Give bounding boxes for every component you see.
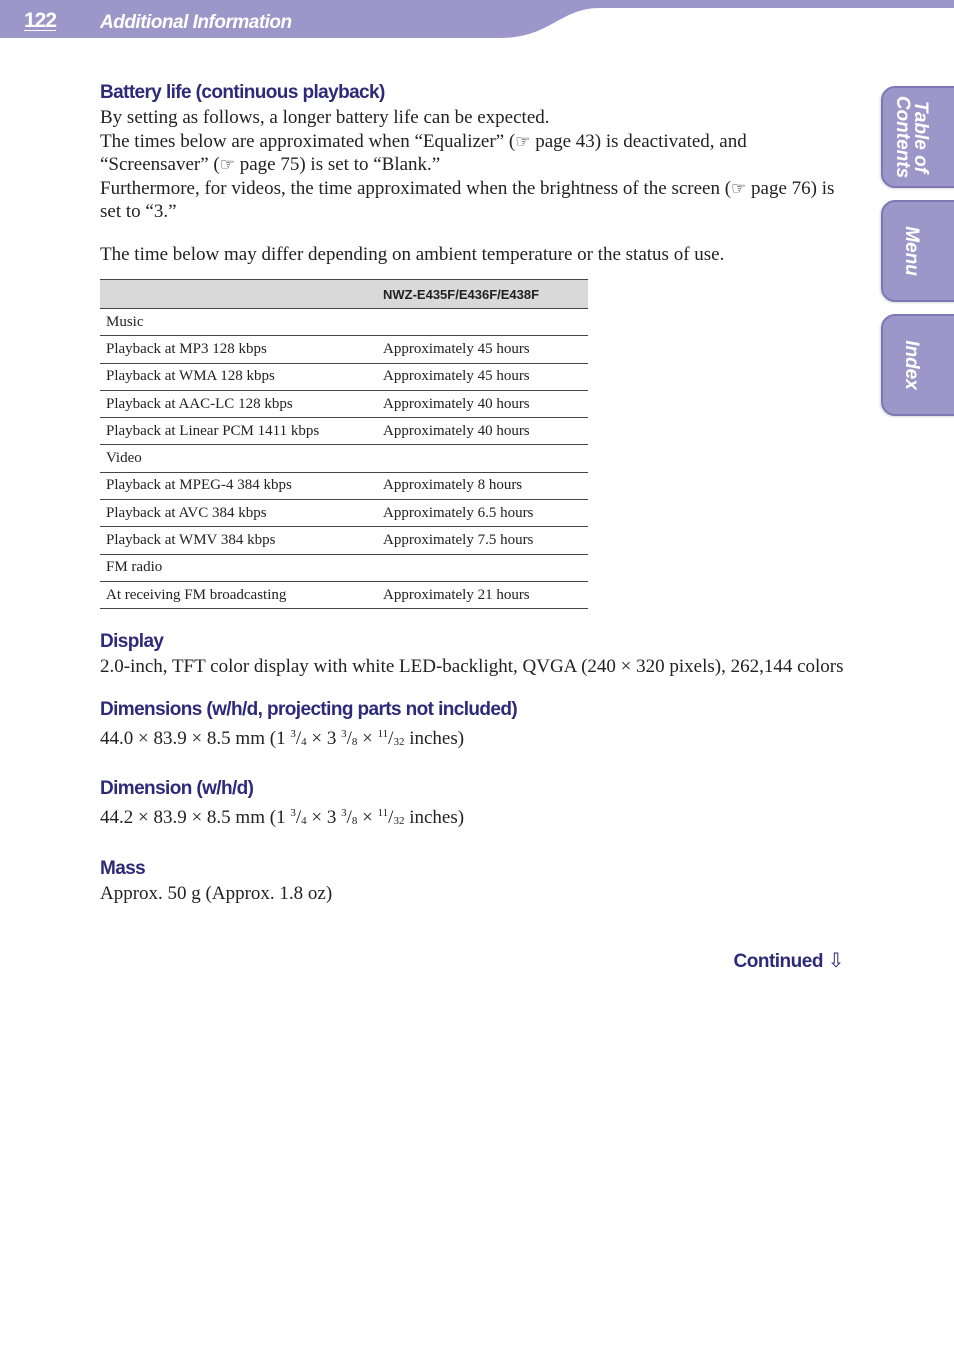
row-value [377,309,588,336]
reference-icon: ☞ [515,131,531,151]
row-value: Approximately 45 hours [377,336,588,363]
dimensions-heading: Dimensions (w/h/d, projecting parts not included) [100,698,518,720]
row-value: Approximately 40 hours [377,418,588,445]
page-number: 122 [24,9,57,32]
fraction-denominator: 8 [351,815,358,828]
display-text: 2.0-inch, TFT color display with white LED-backlight, QVGA (240 × 320 pixels), 262,144 colors [100,656,844,678]
row-label: Playback at AVC 384 kbps [100,500,377,527]
tab-index[interactable] [881,314,954,416]
row-value [377,554,588,581]
row-value: Approximately 45 hours [377,363,588,390]
row-value: Approximately 8 hours [377,472,588,499]
battery-line-3a: Furthermore, for videos, the time approximated when the brightness of the screen ( [100,177,732,199]
dimensions-text: 44.0 × 83.9 × 8.5 mm (1 $^3/_4 \times 3$ $^3/_8 \times ^{11}/_{32}$ inches) [100,727,465,749]
mass-heading: Mass [100,857,146,879]
dimension-heading: Dimension (w/h/d) [100,778,254,800]
section-title: Additional Information [100,12,292,33]
row-label: Playback at WMV 384 kbps [100,527,377,554]
fraction-denominator: 4 [301,735,307,748]
reference-icon: ☞ [219,155,235,174]
dim-suffix: inches) [404,807,465,829]
table-row [100,418,588,445]
dim-mid: × [357,807,378,829]
table-header-model: NWZ-E435F/E436F/E438F [377,280,588,309]
row-value: Approximately 6.5 hours [377,500,588,527]
fraction-numerator: 3 [341,727,347,740]
row-label: At receiving FM broadcasting [100,581,377,608]
tab-label: Menu [901,226,922,276]
mass-text: Approx. 50 g (Approx. 1.8 oz) [100,882,333,904]
battery-line-2b: page 43) is deactivated, and “Screensaver” ( [100,130,747,175]
row-label: Playback at MP3 128 kbps [100,336,377,363]
row-label: Playback at MPEG-4 384 kbps [100,472,377,499]
dim-mid: × [357,727,378,749]
battery-line-2c: page 75) is set to “Blank.” [234,154,441,175]
main-content [100,80,845,905]
row-label: Video [100,445,377,472]
table-row [100,527,588,554]
fraction-denominator: 8 [351,735,358,748]
fraction-denominator: 4 [301,815,307,828]
row-label: FM radio [100,554,377,581]
table-row [100,581,588,608]
row-label: Music [100,309,377,336]
battery-note: The time below may differ depending on ambient temperature or the status of use. [100,243,725,265]
continued-link[interactable] [734,948,844,973]
tab-label: Index [901,340,922,390]
tab-table-of-contents[interactable] [881,86,954,188]
dim-prefix: 44.2 × 83.9 × 8.5 mm (1 [100,807,291,829]
tab-label: Table of Contents [892,95,931,179]
table-row [100,472,588,499]
battery-intro [100,106,845,224]
continued-label: Continued [733,951,823,972]
fraction-numerator: 3 [290,807,296,820]
table-header-empty [100,280,377,309]
table-header-row [100,280,588,309]
dim-prefix: 44.0 × 83.9 × 8.5 mm (1 [100,727,291,749]
dimension-text: 44.2 × 83.9 × 8.5 mm (1 $^3/_4 \times 3$ $^3/_8 \times ^{11}/_{32}$ inches) [100,807,465,829]
fraction-denominator: 32 [393,735,405,748]
row-value: Approximately 7.5 hours [377,527,588,554]
fraction-denominator: 32 [393,815,405,828]
fraction-numerator: 3 [341,807,347,820]
tab-menu[interactable] [881,200,954,302]
battery-table [100,279,588,609]
row-label: Playback at WMA 128 kbps [100,363,377,390]
table-row [100,309,588,336]
row-value: Approximately 21 hours [377,581,588,608]
fraction-numerator: 3 [290,727,296,740]
battery-line-1: By setting as follows, a longer battery life can be expected. [100,107,550,128]
row-value: Approximately 40 hours [377,390,588,417]
row-label: Playback at Linear PCM 1411 kbps [100,418,377,445]
row-label: Playback at AAC-LC 128 kbps [100,390,377,417]
table-row [100,445,588,472]
dim-mid: × 3 [306,727,342,749]
battery-heading: Battery life (continuous playback) [100,82,385,103]
fraction-numerator: 11 [377,727,389,740]
battery-line-3b: page 76) is set to “3.” [100,177,835,222]
table-row [100,500,588,527]
dim-suffix: inches) [404,727,465,749]
battery-line-2a: The times below are approximated when “Equalizer” ( [100,130,516,152]
table-row [100,390,588,417]
table-row [100,554,588,581]
row-value [377,445,588,472]
fraction-numerator: 11 [377,807,389,820]
dim-mid: × 3 [306,807,342,829]
arrow-down-icon: ⇩ [827,950,844,972]
page-header [0,0,954,40]
reference-icon: ☞ [731,178,747,198]
table-row [100,363,588,390]
display-heading: Display [100,631,164,653]
table-row [100,336,588,363]
